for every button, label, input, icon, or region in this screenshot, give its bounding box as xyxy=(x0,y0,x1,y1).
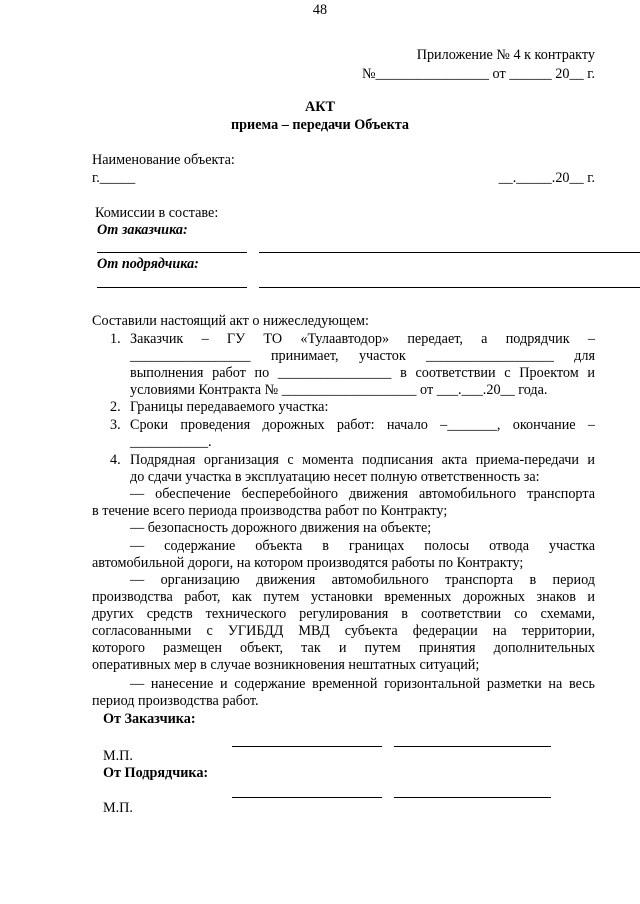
page-number: 48 xyxy=(312,2,328,18)
customer-rep-label: От заказчика: xyxy=(97,222,188,238)
item-1-line-2: _________________ принимает, участок __________________ для xyxy=(130,348,595,364)
contractor-signature-line xyxy=(232,797,382,798)
item-4-line-1: Подрядная организация с момента подписания акта приема-передачи и xyxy=(130,452,595,468)
item-1-line-3: выполнения работ по ________________ в соответствии с Проектом и xyxy=(130,365,595,381)
item-4-line-2: до сдачи участка в эксплуатацию несет полную ответственность за: xyxy=(130,469,540,485)
act-title: АКТ xyxy=(305,99,335,115)
object-name-label: Наименование объекта: xyxy=(92,152,235,168)
customer-name-line xyxy=(394,746,551,747)
customer-signature-line xyxy=(232,746,382,747)
duty-1-line-2: в течение всего периода производства работ по Контракту; xyxy=(92,503,448,519)
customer-rep-line-short xyxy=(97,252,247,253)
duty-5-line-2: период производства работ. xyxy=(92,693,259,709)
appendix-line-1: Приложение № 4 к контракту xyxy=(416,47,595,63)
duty-3-line-2: автомобильной дороги, на котором производятся работы по Контракту; xyxy=(92,555,524,571)
duty-4-line-3: других средств технического регулирования в соответствии со схемами, xyxy=(92,606,595,622)
item-3-line-1: Сроки проведения дорожных работ: начало –_______, окончание – xyxy=(130,417,595,433)
item-3-line-2: ___________. xyxy=(130,434,212,450)
contractor-rep-label: От подрядчика: xyxy=(97,256,199,272)
item-1-line-1: Заказчик – ГУ ТО «Тулаавтодор» передает, а подрядчик – xyxy=(130,331,595,347)
customer-stamp-label: М.П. xyxy=(103,748,133,764)
customer-rep-line-long xyxy=(259,252,640,253)
act-subtitle: приема – передачи Объекта xyxy=(230,117,410,133)
commission-label: Комиссии в составе: xyxy=(95,205,219,221)
item-number: 2. xyxy=(110,399,121,415)
contractor-rep-line-short xyxy=(97,287,247,288)
date-field: __._____.20__ г. xyxy=(498,170,595,186)
contractor-name-line xyxy=(394,797,551,798)
duty-4-line-6: оперативных мер в случае возникновения нештатных ситуаций; xyxy=(92,657,480,673)
contractor-rep-line-long xyxy=(259,287,640,288)
contractor-stamp-label: М.П. xyxy=(103,800,133,816)
intro-text: Составили настоящий акт о нижеследующем: xyxy=(92,313,369,329)
item-1-line-4: условиями Контракта № ___________________ от ___.___.20__ года. xyxy=(130,382,548,398)
duty-1-line-1: — обеспечение бесперебойного движения автомобильного транспорта xyxy=(130,486,595,502)
item-number: 4. xyxy=(110,452,121,468)
customer-signature-label: От Заказчика: xyxy=(103,711,196,727)
duty-5-line-1: — нанесение и содержание временной горизонтальной разметки на весь xyxy=(130,676,595,692)
item-number: 1. xyxy=(110,331,121,347)
duty-2-line-1: — безопасность дорожного движения на объекте; xyxy=(130,520,432,536)
duty-4-line-2: производства работ, как путем установки временных дорожных знаков и xyxy=(92,589,595,605)
duty-4-line-1: — организацию движения автомобильного транспорта в период xyxy=(130,572,595,588)
item-number: 3. xyxy=(110,417,121,433)
item-2-text: Границы передаваемого участка: xyxy=(130,399,329,415)
duty-3-line-1: — содержание объекта в границах полосы отвода участка xyxy=(130,538,595,554)
contractor-signature-label: От Подрядчика: xyxy=(103,765,209,781)
duty-4-line-5: которого размещен объект, так и путем принятия дополнительных xyxy=(92,640,595,656)
city-field: г._____ xyxy=(92,170,136,186)
appendix-line-2: №________________ от ______ 20__ г. xyxy=(361,66,595,82)
duty-4-line-4: согласованными с УГИБДД МВД субъекта федерации на территории, xyxy=(92,623,595,639)
